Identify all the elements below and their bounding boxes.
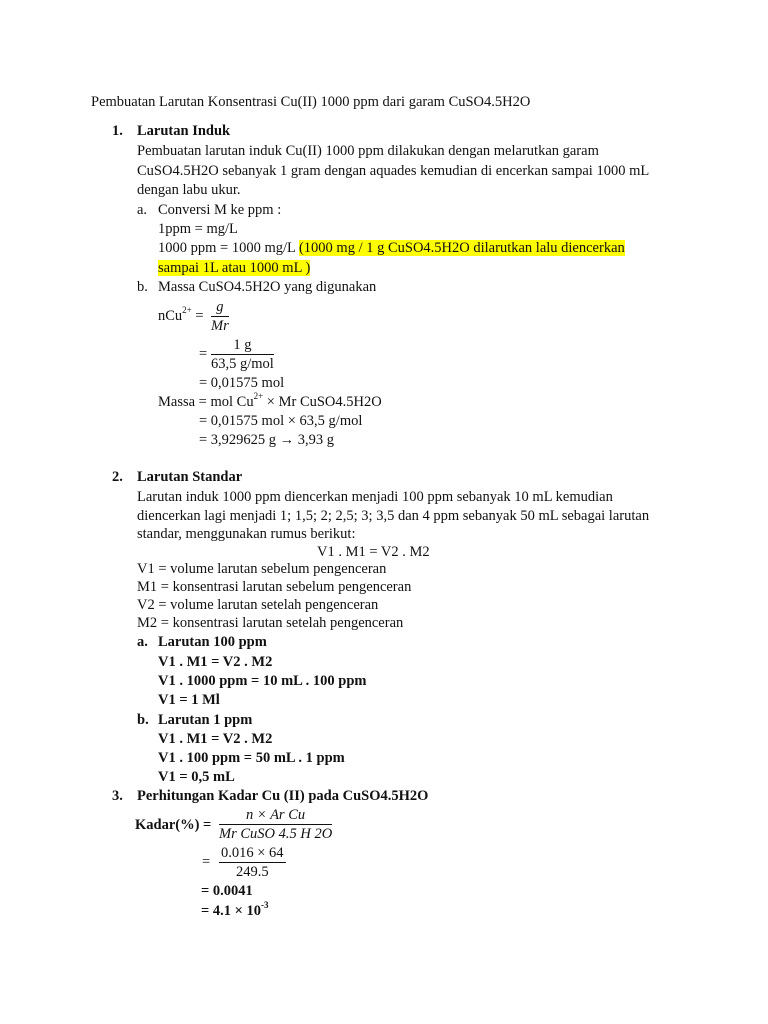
- mass-formula-part: × Mr CuSO4.5H2O: [263, 394, 382, 410]
- item-2a-marker: a.: [137, 634, 148, 650]
- equals-sign: =: [195, 308, 204, 324]
- document-title: Pembuatan Larutan Konsentrasi Cu(II) 1000 ppm dari garam CuSO4.5H2O: [91, 94, 531, 110]
- kadar-result-mantissa: = 4.1 × 10: [201, 903, 262, 919]
- item-1a-title: Conversi M ke ppm :: [158, 202, 282, 218]
- calc-line: V1 = 0,5 mL: [158, 769, 235, 785]
- fraction-numerator: 1 g: [211, 336, 274, 355]
- ncu-label: nCu: [158, 308, 183, 324]
- mass-formula-part: Massa = mol Cu: [158, 394, 254, 410]
- fraction-kadar: [219, 806, 332, 843]
- mole-result: = 0,01575 mol: [199, 375, 285, 391]
- item-1b-marker: b.: [137, 279, 148, 295]
- fraction-denominator: 63,5 g/mol: [211, 356, 274, 372]
- item-2b-marker: b.: [137, 712, 149, 728]
- definition-line: V1 = volume larutan sebelum pengenceran: [137, 561, 387, 577]
- fraction-denominator: Mr CuSO 4.5 H 2O: [219, 826, 333, 842]
- ppm-conversion-line: [158, 239, 625, 257]
- fraction-denominator: Mr: [211, 318, 229, 334]
- section-1-paragraph-line: CuSO4.5H2O sebanyak 1 gram dengan aquades kemudian di encerkan sampai 1000 mL: [137, 163, 650, 179]
- mass-calculation: = 0,01575 mol × 63,5 g/mol: [199, 413, 363, 429]
- equals-sign: =: [199, 346, 208, 362]
- definition-line: M1 = konsentrasi larutan sebelum pengenceran: [137, 579, 412, 595]
- fraction-calculation: [219, 844, 286, 881]
- ppm-definition: 1ppm = mg/L: [158, 221, 238, 237]
- section-1-paragraph-line: Pembuatan larutan induk Cu(II) 1000 ppm dilakukan dengan melarutkan garam: [137, 143, 599, 159]
- calc-line: V1 = 1 Ml: [158, 692, 220, 708]
- calc-line: V1 . M1 = V2 . M2: [158, 731, 273, 747]
- item-1a-marker: a.: [137, 202, 148, 218]
- definition-line: V2 = volume larutan setelah pengenceran: [137, 597, 379, 613]
- fraction-numerator: g: [211, 298, 229, 317]
- section-1-paragraph-line: dengan labu ukur.: [137, 182, 241, 198]
- fraction-denominator: 249.5: [235, 864, 269, 880]
- item-2b-title: Larutan 1 ppm: [158, 712, 253, 728]
- section-1-number: 1.: [112, 123, 123, 139]
- calc-line: V1 . 1000 ppm = 10 mL . 100 ppm: [158, 673, 367, 689]
- section-3-heading: Perhitungan Kadar Cu (II) pada CuSO4.5H2O: [137, 788, 429, 804]
- mass-formula: [158, 393, 382, 411]
- fraction-numerator: 0.016 × 64: [221, 845, 284, 861]
- kadar-result: = 0.0041: [201, 883, 253, 899]
- mass-result: = 3,929625 g → 3,93 g: [199, 432, 335, 448]
- ppm-conversion: 1000 ppm = 1000 mg/L: [158, 240, 296, 256]
- kadar-result-exponent: -3: [261, 900, 269, 911]
- section-1-heading: Larutan Induk: [137, 123, 231, 139]
- calc-line: V1 . 100 ppm = 50 mL . 1 ppm: [158, 750, 345, 766]
- kadar-result-scientific: [201, 902, 269, 920]
- item-2a-title: Larutan 100 ppm: [158, 634, 267, 650]
- section-2-paragraph-line: Larutan induk 1000 ppm diencerkan menjadi 100 ppm sebanyak 10 mL kemudian: [137, 489, 613, 505]
- fraction-numerator: n × Ar Cu: [219, 806, 332, 825]
- fraction-g-over-mr: [211, 298, 229, 335]
- section-2-number: 2.: [112, 469, 123, 485]
- cu-charge: 2+: [253, 391, 264, 402]
- section-3-number: 3.: [112, 788, 123, 804]
- dilution-formula: V1 . M1 = V2 . M2: [317, 544, 430, 560]
- definition-line: M2 = konsentrasi larutan setelah pengenceran: [137, 615, 404, 631]
- highlighted-note: sampai 1L atau 1000 mL ): [158, 260, 311, 276]
- fraction-mass-over-mr: [211, 336, 274, 373]
- ncu-equation-label: [158, 307, 204, 325]
- section-2-paragraph-line: standar, menggunakan rumus berikut:: [137, 526, 356, 542]
- kadar-label: Kadar(%) =: [135, 817, 212, 833]
- calc-line: V1 . M1 = V2 . M2: [158, 654, 273, 670]
- equals-sign: =: [202, 854, 211, 870]
- highlighted-note: (1000 mg / 1 g CuSO4.5H2O dilarutkan lalu diencerkan: [298, 240, 625, 256]
- item-1b-title: Massa CuSO4.5H2O yang digunakan: [158, 279, 377, 295]
- section-2-heading: Larutan Standar: [137, 469, 243, 485]
- ncu-charge: 2+: [182, 305, 192, 316]
- section-2-paragraph-line: diencerkan lagi menjadi 1; 1,5; 2; 2,5; 3; 3,5 dan 4 ppm sebanyak 50 mL sebagai larutan: [137, 508, 650, 524]
